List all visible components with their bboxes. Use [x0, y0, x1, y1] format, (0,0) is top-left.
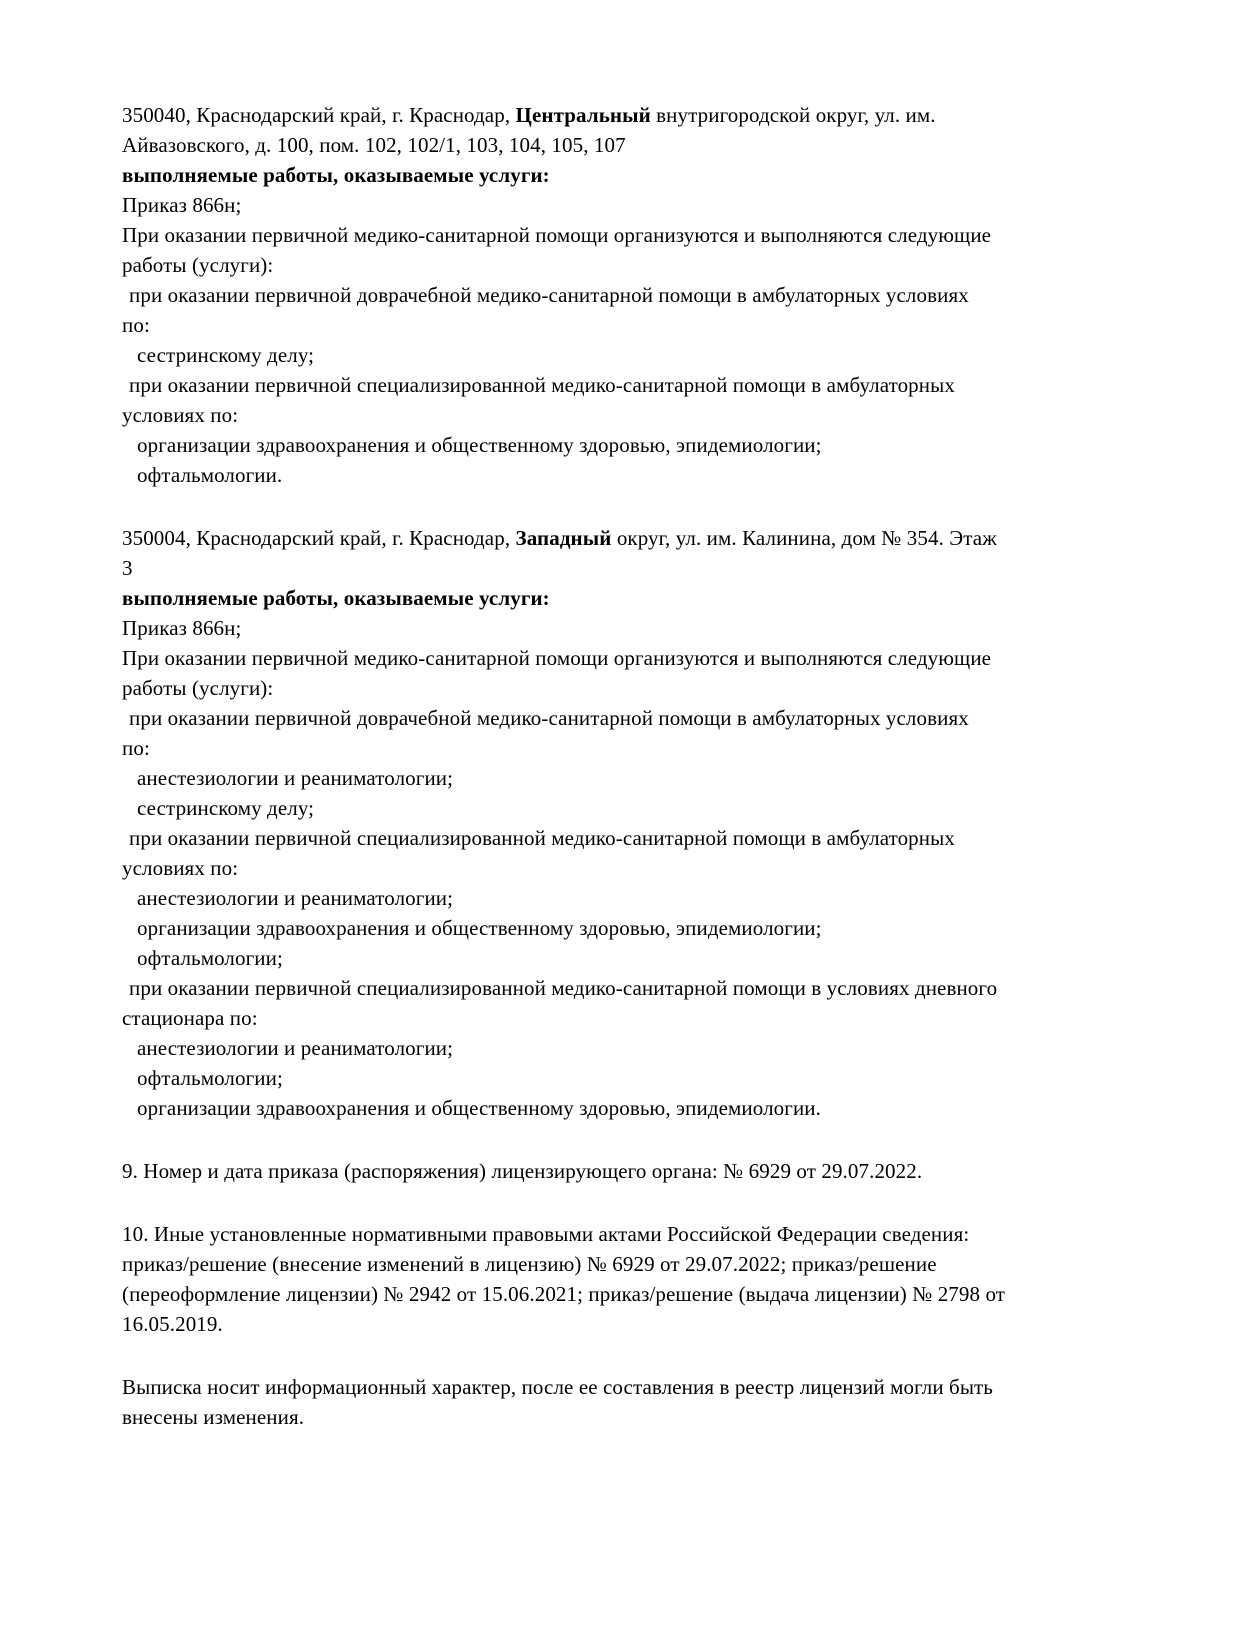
- text-line: [122, 1249, 1130, 1279]
- text-segment: офтальмологии.: [137, 463, 283, 487]
- text-segment: организации здравоохранения и общественному здоровью, эпидемиологии;: [137, 916, 822, 940]
- text-segment: при оказании первичной специализированной медико-санитарной помощи в условиях дневного: [129, 976, 998, 1000]
- text-segment: условиях по:: [122, 856, 239, 880]
- text-segment: условиях по:: [122, 403, 239, 427]
- text-segment: приказ/решение (внесение изменений в лицензию) № 6929 от 29.07.2022; приказ/решение: [122, 1252, 937, 1276]
- text-line: [122, 673, 1130, 703]
- location-block-2: [122, 523, 1130, 1123]
- text-line: [122, 130, 1130, 160]
- text-segment: сестринскому делу;: [137, 343, 315, 367]
- text-line: [122, 100, 1130, 130]
- text-line: [122, 523, 1130, 553]
- text-line: [122, 763, 1130, 793]
- text-line: [122, 1093, 1130, 1123]
- text-segment: округ, ул. им. Калинина, дом № 354. Этаж: [611, 526, 997, 550]
- text-line: [122, 1003, 1130, 1033]
- text-segment: Выписка носит информационный характер, после ее составления в реестр лицензий могли быть: [122, 1375, 993, 1399]
- text-line: [122, 250, 1130, 280]
- text-segment: 350004, Краснодарский край, г. Краснодар,: [122, 526, 516, 550]
- text-segment: внесены изменения.: [122, 1405, 305, 1429]
- text-segment: анестезиологии и реаниматологии;: [137, 886, 454, 910]
- text-line: [122, 340, 1130, 370]
- text-line: [122, 310, 1130, 340]
- text-line: [122, 160, 1130, 190]
- item-10-other-info: [122, 1219, 1130, 1339]
- text-line: [122, 1063, 1130, 1093]
- text-segment: сестринскому делу;: [137, 796, 315, 820]
- text-line: [122, 973, 1130, 1003]
- text-segment: анестезиологии и реаниматологии;: [137, 766, 454, 790]
- text-segment: Приказ 866н;: [122, 616, 242, 640]
- text-segment: офтальмологии;: [137, 946, 283, 970]
- text-line: [122, 190, 1130, 220]
- text-segment: (переоформление лицензии) № 2942 от 15.06.2021; приказ/решение (выдача лицензии) № 2798 от: [122, 1282, 1006, 1306]
- text-segment: 350040, Краснодарский край, г. Краснодар,: [122, 103, 516, 127]
- text-line: [122, 280, 1130, 310]
- text-line: [122, 583, 1130, 613]
- text-segment: при оказании первичной специализированной медико-санитарной помощи в амбулаторных: [129, 826, 955, 850]
- text-segment: 16.05.2019.: [122, 1312, 223, 1336]
- text-segment: работы (услуги):: [122, 253, 274, 277]
- text-line: [122, 1219, 1130, 1249]
- text-line: [122, 793, 1130, 823]
- bold-text-segment: Центральный: [515, 103, 651, 127]
- text-line: [122, 733, 1130, 763]
- text-line: [122, 943, 1130, 973]
- disclaimer: [122, 1372, 1130, 1432]
- text-line: [122, 460, 1130, 490]
- text-line: [122, 853, 1130, 883]
- text-segment: Приказ 866н;: [122, 193, 242, 217]
- text-line: [122, 1402, 1130, 1432]
- text-segment: Айвазовского, д. 100, пом. 102, 102/1, 103, 104, 105, 107: [122, 133, 626, 157]
- text-segment: при оказании первичной доврачебной медико-санитарной помощи в амбулаторных условиях: [129, 283, 969, 307]
- text-line: [122, 1309, 1130, 1339]
- location-block-1: [122, 100, 1130, 490]
- text-line: [122, 1033, 1130, 1063]
- item-9-order-number: [122, 1156, 1130, 1186]
- text-line: [122, 703, 1130, 733]
- text-segment: организации здравоохранения и общественному здоровью, эпидемиологии;: [137, 433, 822, 457]
- text-segment: при оказании первичной специализированной медико-санитарной помощи в амбулаторных: [129, 373, 955, 397]
- text-segment: по:: [122, 736, 150, 760]
- text-segment: организации здравоохранения и общественному здоровью, эпидемиологии.: [137, 1096, 821, 1120]
- text-segment: 3: [122, 556, 133, 580]
- text-segment: 9. Номер и дата приказа (распоряжения) лицензирующего органа: № 6929 от 29.07.2022.: [122, 1159, 923, 1183]
- text-segment: анестезиологии и реаниматологии;: [137, 1036, 454, 1060]
- text-line: [122, 1372, 1130, 1402]
- text-segment: внутригородской округ, ул. им.: [650, 103, 936, 127]
- text-line: [122, 370, 1130, 400]
- text-line: [122, 1279, 1130, 1309]
- text-line: [122, 613, 1130, 643]
- text-segment: При оказании первичной медико-санитарной помощи организуются и выполняются следующие: [122, 223, 992, 247]
- text-segment: 10. Иные установленные нормативными правовыми актами Российской Федерации сведения:: [122, 1222, 970, 1246]
- text-segment: работы (услуги):: [122, 676, 274, 700]
- text-segment: при оказании первичной доврачебной медико-санитарной помощи в амбулаторных условиях: [129, 706, 969, 730]
- bold-text-segment: выполняемые работы, оказываемые услуги:: [122, 586, 550, 610]
- text-segment: по:: [122, 313, 150, 337]
- text-line: [122, 823, 1130, 853]
- text-line: [122, 1156, 1130, 1186]
- text-line: [122, 400, 1130, 430]
- text-segment: стационара по:: [122, 1006, 258, 1030]
- text-line: [122, 643, 1130, 673]
- text-segment: При оказании первичной медико-санитарной помощи организуются и выполняются следующие: [122, 646, 992, 670]
- text-line: [122, 883, 1130, 913]
- bold-text-segment: выполняемые работы, оказываемые услуги:: [122, 163, 550, 187]
- text-line: [122, 220, 1130, 250]
- text-segment: офтальмологии;: [137, 1066, 283, 1090]
- text-line: [122, 430, 1130, 460]
- text-line: [122, 553, 1130, 583]
- bold-text-segment: Западный: [515, 526, 612, 550]
- text-line: [122, 913, 1130, 943]
